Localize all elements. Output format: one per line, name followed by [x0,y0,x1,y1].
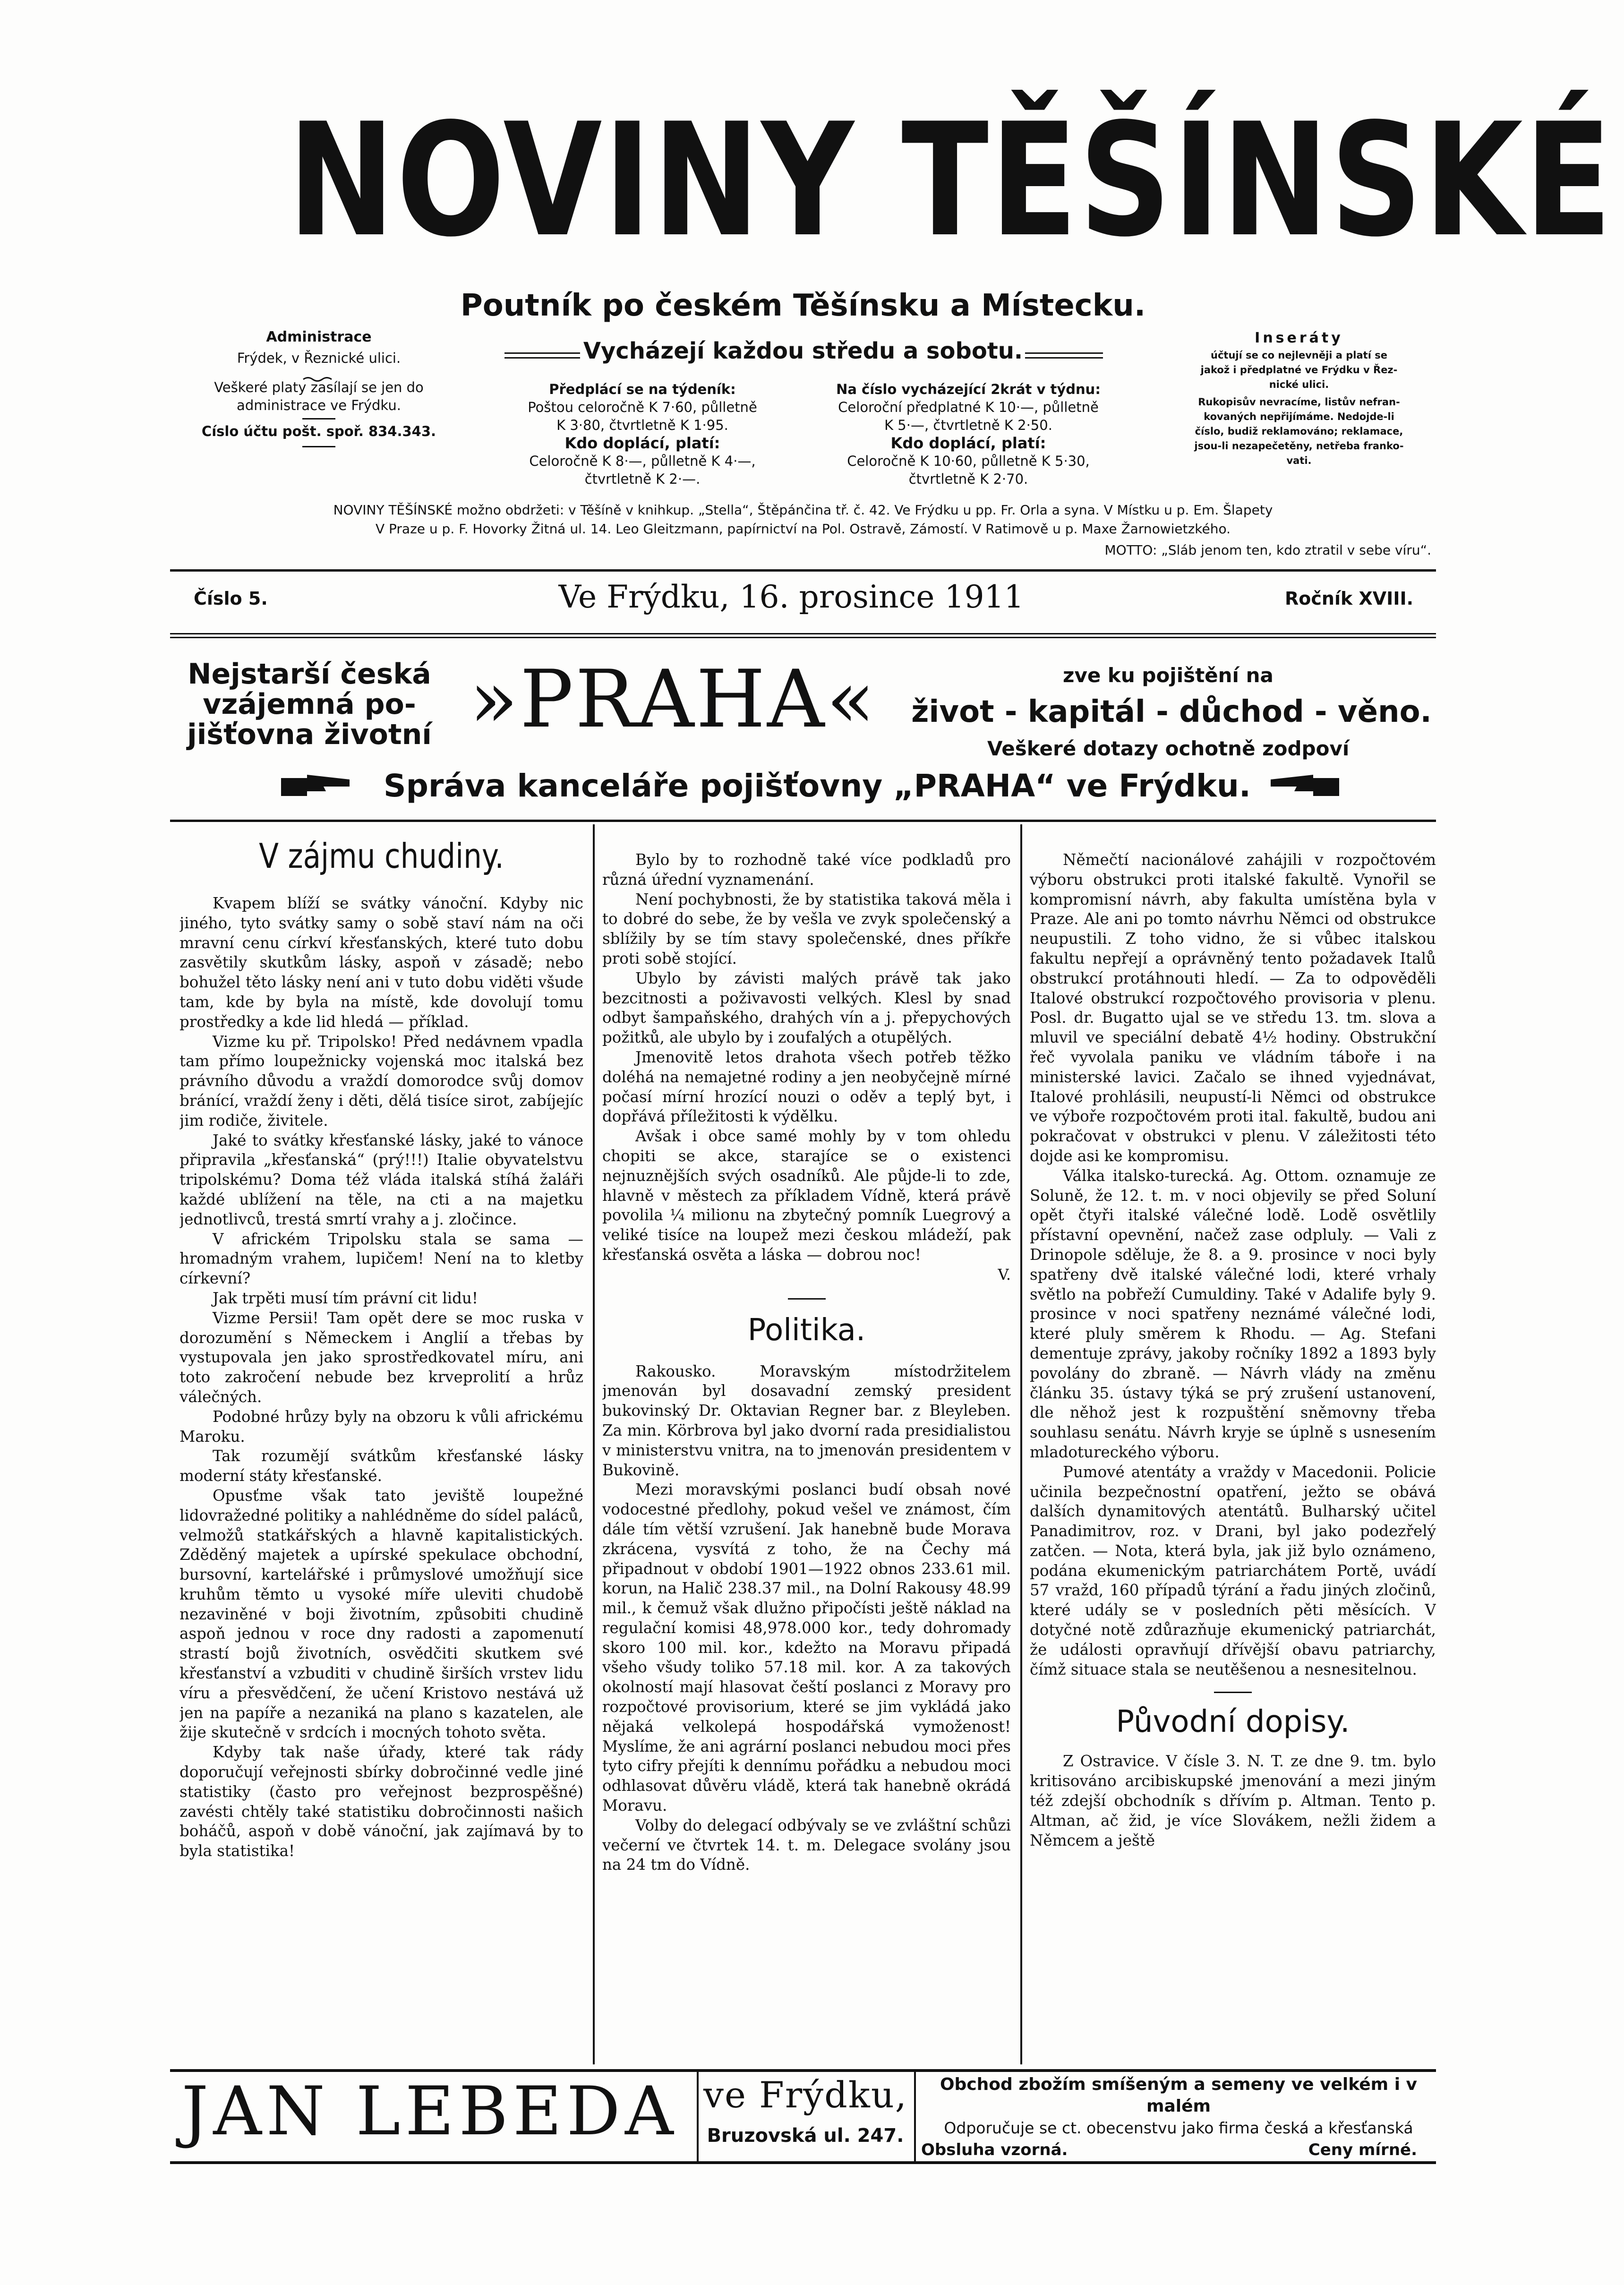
ad-praha-left-line: vzájemná po- [203,688,416,721]
paragraph: Není pochybnosti, že by statistika taková měla i to dobré do sebe, že by vešla ve zvyk společenský a sblížily by se tím stavy společenské, dnes příkře proti sobě stojící. [602,890,1011,967]
masthead-title: NOVINY TĚŠÍNSKÉ [288,90,1614,271]
divider [170,2161,1436,2164]
administrace-payments-2: administrace ve Frýdku. [237,397,401,413]
paragraph: Jmenovitě letos drahota všech potřeb těžko doléhá na nemajetné rodiny a jen neobyčejně mírné počasí mírní hrozící nouzi o oděv a teplý byt, i dopřává příležitosti k výdělku. [602,1048,1011,1126]
divider [1214,1692,1252,1693]
divider [170,637,1436,638]
politika-body [602,1362,1011,1875]
paragraph: Bylo by to rozhodně také více podkladů pro různá úřední vyznamenání. [602,851,1011,889]
column-3 [1030,850,1436,2064]
paragraph: Opusťme však tato jeviště loupežné lidovražedné politiky a nahlédněme do sídel paláců, velmožů statkářských a hlavně kapitalistických. Zděděný majetek a upírské spekulace obchodní, bursovní, kartelářské i průmyslové umožňují sice kruhům těmto u vysoké míře uleviti chudobě nezaviněné v boji životním, způsobiti chudině aspoň jednou v roce dny radosti a zapomenutí strastí bojů životních, osvědčiti skutkem své křesťanství a vzbuditi v chudině širších vrstev lidu víru a přesvědčení, že učení Kristovo nestává už jen na papíře a nezaniká na plano s kazatelen, ale žije skutečně v srdcích i mocných tohoto světa. [179,1486,583,1742]
paragraph: Vizme Persii! Tam opět dere se moc ruska v dorozumění s Německem i Anglií a třebas by vystupovala jen jako sprostředkovatel míru, ani toto zakročení nebude bez krveprolití a hrůz válečných. [179,1309,583,1406]
column-2 [602,850,1011,2064]
weekly-line: Poštou celoročně K 7·60, půlletně [528,399,757,415]
divider [788,1298,826,1300]
ad-lebeda-line: Odporučuje se ct. obecenstvu jako firma česká a křesťanská [944,2119,1413,2137]
issue-date: Ve Frýdku, 16. prosince 1911 [558,579,1024,615]
weekly-extra-line: čtvrtletně K 2·—. [584,471,701,487]
paragraph: Mezi moravskými poslanci budí obsah nové vodocestné předlohy, pokud vešel ve známost, čím dále tím větší vzrušení. Jak hanebně bude Morava zkrácena, vysvítá z toho, že na Čechy má připadnout v období 1901—1922 obnos 233.61 mil. korun, na Halič 238.37 mil., na Dolní Rakousy 48.99 mil., k čemuž však dlužno připočísti ještě náklad na regulační komisi 48,978.000 kor., tedy dohromady skoro 100 mil. kor., kdežto na Moravu připadá všeho všudy toliko 57.18 mil. kor. A za takových okolností mají hlasovat čeští poslanci z Moravy pro rozpočtové provisorium, které se jim vykládá jako nějaká velkolepá hospodářská vymoženost! Myslíme, že ani agrární poslanci nebudou moci přes tyto cifry přejíti k dennímu pořádku a nebudou moci odhlasovat důvěru vládě, která tak hanebně okrádá Moravu. [602,1481,1011,1815]
paragraph: V africkém Tripolsku stala se sama — hromadným vrahem, lupičem! Není na to kletby církevní? [179,1230,583,1288]
masthead-subtitle: Poutník po českém Těšínsku a Místecku. [460,288,1146,323]
ad-praha-left-line: jišťovna životní [187,718,432,751]
paragraph: Kvapem blíží se svátky vánoční. Kdyby nic jiného, tyto svátky samy o sobě staví nám na oči mravní cenu církví křesťanských, které tuto dobu zasvětily skutkům lásky, aspoň v zásadě; nebo bohužel těto lásky není ani v tuto dobu viděti všude tam, kde by byla na místě, kde dovolují tomu prostředky a kde lid hledá — příklad. [179,894,583,1031]
divider [302,418,335,419]
article-continuation [602,850,1011,1285]
paragraph: Rakousko. Moravským místodržitelem jmenován byl dosavadní zemský president bukovinský Dr. Oktavian Regner bar. z Bleyleben. Za min. Körbrova byl jako dvorní rada presidialistou v ministerstvu vnitra, na to jmenován presidentem v Bukovině. [602,1362,1011,1479]
paragraph: Avšak i obce samé mohly by v tom ohledu chopiti se akce, starajíce se o existenci nejnuznějších svých osadníků. Ale půjde-li to zde, hlavně v městech za příkladem Vídně, která právě povolila ¼ milionu na zbytečný pomník Luegrový a veliké tisíce na loupež mezi českou mládeží, pak křesťanská osvěta a láska — dobrou noc! [602,1127,1011,1264]
paragraph: Jak trpěti musí tím právní cit lidu! [213,1289,478,1307]
issue-volume: Ročník XVIII. [1285,588,1414,609]
administrace-payments-1: Veškeré platy zasílají se jen do [214,379,424,395]
ad-praha-left-line: Nejstarší česká [188,658,431,691]
article-title: V zájmu chudiny. [259,836,504,876]
paragraph: Pumové atentáty a vraždy v Macedonii. Policie učinila bezpečnostní opatření, ježto se obává dalších dynamitových atentátů. Bulharský učitel Panadimitrov, roz. v Drani, byl jako podezřelý zatčen. — Nota, která byla, jak již bylo oznámeno, podána ekumenickým patriarchátem Portě, uvádí 57 vražd, 160 případů týrání a řadu jiných zločinů, které udály se v posledních pěti měsících. V dotyčné notě zdůrazňuje ekumenický patriarchát, že události opravňují dřívější obavu patriarchy, čímž situace stala se neutěšenou a nesnesitelnou. [1030,1463,1436,1678]
ad-praha-answers: Veškeré dotazy ochotně zodpoví [987,737,1350,760]
column-1 [179,836,583,2064]
signature: V. [998,1265,1011,1284]
divider [170,569,1436,572]
twice-extra-heading: Kdo doplácí, platí: [890,434,1046,452]
inseraty-line: nické ulici. [1269,379,1329,390]
paragraph: Němečtí nacionálové zahájili v rozpočtovém výboru obstrukci proti italské fakultě. Vynořil se kompromisní návrh, aby fakulta umístěna byla v Praze. Ale ani po tomto návrhu Němci od obstrukce neupustili. Z toho vidno, že si vůbec italskou fakultu nepřejí a oprávněný tento požadavek Italů obstrukcí protáhnouti hledí. — Za to odpověděli Italové obstrukcí rozpočtového provisoria v plenu. Posl. dr. Bugatto ujal se ve středu 13. tm. slova a mluvil ve speciální debatě 4½ hodiny. Obstrukční řeč vyvolala paniku ve vládním táboře i na ministerské lavici. Začalo se ihned vyjednávat, Italové prohlásili, neupustí-li Němci od obstrukce ve výboře rozpočtovém proti ital. fakultě, budou ani pokračovat v obstrukci v plenu. V záležitosti této dojde asi ke kompromisu. [1030,851,1436,1165]
column-rule [1020,824,1022,2064]
frequency-line: Vycházejí každou středu a sobotu. [583,338,1023,364]
paragraph: Ubylo by závisti malých právě tak jako bezcitnosti a poživavosti velkých. Klesl by snad odbyt šampaňského, drahých vín a j. přepychových požitků, ale ubylo by i zoufalých a otupělých. [602,969,1011,1047]
twice-extra-line: Celoročně K 10·60, půlletně K 5·30, [847,453,1090,469]
motto: MOTTO: „Sláb jenom ten, kdo ztratil v sebe víru“. [1104,542,1431,558]
ad-lebeda-service: Obsluha vzorná. [921,2140,1068,2159]
ad-lebeda-text [921,2074,1436,2161]
paragraph: Jaké to svátky křesťanské lásky, jaké to vánoce připravila „křesťanská“ (prý!!!) Italie obyvatelstvu tripolskému? Doma též vláda italská stíhá žaláři každé ublížení na těle, na cti a na majetku jednotlivců, trestá smrtí vrahy a j. zločince. [179,1131,583,1228]
paragraph: Z Ostravice. V čísle 3. N. T. ze dne 9. tm. bylo kritisováno arcibiskupské jmenování a mezi jiným též zdejší obchodník s dřívím p. Altman. Tento p. Altman, ač žid, je více Slovákem, nežli židem a Němcem a ještě [1030,1752,1436,1849]
weekly-extra-line: Celoročně K 8·—, půlletně K 4·—, [529,453,756,469]
administrace-heading: Administrace [266,329,372,345]
ad-praha-products: život - kapitál - důchod - věno. [911,694,1432,729]
paragraph: Válka italsko-turecká. Ag. Ottom. oznamuje ze Soluně, že 12. t. m. v noci objevily se před Soluní opět čtyři italské válečné lodě. Lodě osvětlily přístavní opevnění, načež zase odpluly. — Vali z Drinopole sděluje, že 8. a 9. prosince v noci byly spatřeny dvě italské válečné lodi, které vrhaly světlo na pobřeží Cumuldiny. Také v Adalife byly 9. prosince v noci spatřeny neznámé válečné lodi, které pluly směrem k Rhodu. — Ag. Stefani dementuje zprávy, jakoby ročníky 1892 a 1893 byly povolány do zbraně. — Návrh vlády na změnu článku 35. ústavy týká se prý zrušení ustanovení, dle něhož jest k rozpuštění sněmovny třeba souhlasu senátu. Návrh kryje se úplně s usnesením mladotureckého výboru. [1030,1166,1436,1461]
inseraty-line: vati. [1286,455,1312,466]
ad-praha-invite: zve ku pojištění na [1063,664,1274,687]
weekly-heading: Předplácí se na týdeník: [549,381,736,397]
paragraph: Volby do delegací odbývaly se ve zvláštní schůzi večerní ve čtvrtek 14. t. m. Delegace svolány jsou na 24 tm do Vídně. [602,1816,1011,1874]
dopisy-body [1030,1752,1436,1850]
administrace-box [187,328,451,447]
inseraty-line: Rukopisův nevracíme, listův nefran- [1198,396,1400,408]
twice-line: K 5·—, čtvrtletně K 2·50. [884,417,1052,433]
ad-lebeda-street: Bruzovská ul. 247. [707,2125,904,2147]
paragraph: Vizme ku př. Tripolsko! Před nedávnem vpadla tam přímo loupežnicky vojenská moc italská bez právního důvodu a vraždí domorodce svůj domov bránící, vraždí ženy i děti, dělá tisíce sirot, zabíjejíc jim rodiče, živitele. [179,1032,583,1130]
inseraty-line: jakož i předplatné ve Frýdku v Řez- [1200,364,1398,376]
ad-lebeda-name: JAN LEBEDA [181,2072,678,2150]
paragraph: Kdyby tak naše úřady, které tak rády doporučují veřejnosti sbírky dobročinné vedle jiné statistiky (často pro veřejnost bezprospěšné) zavésti chtěly také statistiku dobročinnosti našich boháčů, aspoň v době vánoční, jak zajímavá by to byla statistika! [179,1743,583,1860]
column-rule [593,824,595,2064]
ad-lebeda-line: Obchod zbožím smíšeným a semeny ve velkém i v malém [940,2075,1418,2116]
pointing-hand-icon [1266,772,1342,801]
divider [170,633,1436,634]
paragraph: Tak rozumějí svátkům křesťanské lásky moderní státy křesťanské. [179,1447,583,1485]
column-rule [697,2071,699,2161]
divider [170,820,1436,822]
twice-heading: Na číslo vycházející 2krát v týdnu: [836,381,1101,397]
inseraty-line: číslo, budiž reklamováno; reklamace, [1195,426,1403,437]
weekly-extra-heading: Kdo doplácí, platí: [564,434,720,452]
ornament-icon [302,369,335,376]
pointing-hand-icon [279,772,354,801]
inseraty-box [1157,331,1441,468]
subscription-weekly [491,380,794,488]
twice-extra-line: čtvrtletně K 2·70. [908,471,1028,487]
ad-lebeda-footer [921,2139,1436,2161]
twice-line: Celoroční předplatné K 10·—, půlletně [838,399,1099,415]
ad-praha-office: Správa kanceláře pojišťovny „PRAHA“ ve Frýdku. [384,768,1251,804]
inseraty-line: jsou-li nezapečetěny, netřeba franko- [1194,440,1404,452]
administrace-account: Císlo účtu pošt. spoř. 834.343. [201,423,436,439]
administrace-address: Frýdek, v Řeznické ulici. [237,350,401,366]
ad-lebeda-prices: Ceny mírné. [1308,2140,1417,2159]
ad-lebeda-place: ve Frýdku, [703,2074,907,2116]
distribution-line: V Praze u p. F. Hovorky Žitná ul. 14. Leo Gleitzmann, papírnictví na Pol. Ostravě, Zámostí. V Ratimově u p. Maxe Žarnowietzkého. [375,521,1231,537]
ad-praha-name: »PRAHA« [469,653,877,745]
section-title: Politika. [747,1312,866,1348]
distribution-info [170,501,1436,539]
distribution-line: NOVINY TĚŠÍNSKÉ možno obdržeti: v Těšíně v knihkup. „Stella“, Štěpánčina tř. č. 42. Ve Frýdku u pp. Fr. Orla a syna. V Místku u p. Em. Šlapety [333,502,1273,518]
article-body [179,894,583,1861]
divider [170,2069,1436,2072]
ad-praha-left [163,659,456,750]
column-rule [914,2071,916,2161]
section-title: Původní dopisy. [1116,1704,1350,1740]
inseraty-line: kovaných nepřijímáme. Nedojde-li [1204,411,1394,422]
paragraph: Podobné hrůzy byly na obzoru k vůli africkému Maroku. [179,1407,583,1446]
issue-number: Číslo 5. [194,588,268,609]
subscription-twice [803,380,1134,488]
weekly-line: K 3·80, čtvrtletně K 1·95. [556,417,728,433]
inseraty-line: účtují se co nejlevněji a platí se [1211,350,1387,361]
politika-continuation [1030,850,1436,1679]
inseraty-heading: Inseráty [1255,330,1343,346]
divider [302,446,335,447]
